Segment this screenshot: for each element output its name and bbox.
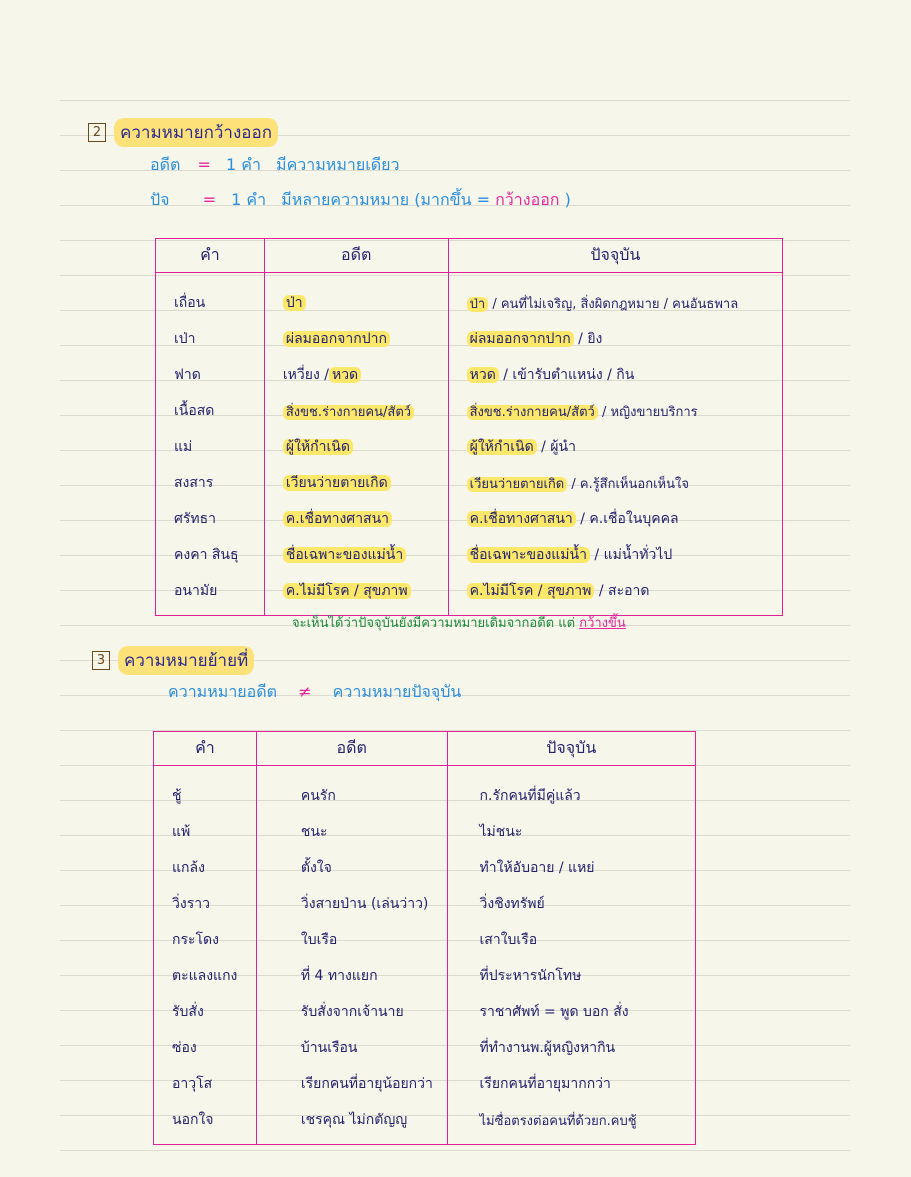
def-equals: = [202,190,217,209]
word-cell: เป่า [156,321,265,357]
present-cell [448,429,782,465]
word-cell: สงสาร [156,465,265,501]
present-cell: ทำให้อับอาย / แหย่ [447,850,695,886]
present-rest: / คนที่ไม่เจริญ, สิ่งผิดกฎหมาย / คนอันธพาล [492,296,739,312]
definition-present [150,188,571,213]
section-number-box: 2 [88,123,106,142]
present-cell: ก.รักคนที่มีคู่แล้ว [447,766,695,815]
def-count: 1 คำ [231,190,267,209]
word-cell: วิ่งราว [154,886,257,922]
past-cell [264,321,448,357]
table-row [154,814,696,850]
past-cell [264,465,448,501]
present-cell: เสาใบเรือ [447,922,695,958]
header-past: อดีต [264,239,448,273]
word-cell: ฟาด [156,357,265,393]
past-cell [264,501,448,537]
table-row [156,537,783,573]
past-plain: เหวี่ยง / [282,367,329,383]
present-rest: / ผู้นำ [541,439,576,455]
present-highlight: ผู้ให้กำเนิด [467,439,537,455]
section-title: ความหมายย้ายที่ [118,646,254,675]
table-row [154,1066,696,1102]
past-cell: เรียกคนที่อายุน้อยกว่า [256,1066,447,1102]
past-cell: บ้านเรือน [256,1030,447,1066]
header-present: ปัจจุบัน [447,732,695,766]
section-number-box: 3 [92,651,110,670]
table-row [154,1102,696,1145]
def-accent: กว้างออก [495,190,560,209]
past-highlight: หวด [329,367,361,383]
formula-right: ความหมายปัจจุบัน [332,682,462,701]
past-highlight: ผู้ให้กำเนิด [283,439,353,455]
past-cell: วิ่งสายป่าน (เล่นว่าว) [256,886,447,922]
table-row [154,922,696,958]
past-highlight: ผ่ลมออกจากปาก [283,331,390,347]
present-cell: ที่ประหารนักโทษ [447,958,695,994]
past-cell [264,357,448,393]
word-cell: ศรัทธา [156,501,265,537]
past-highlight: ชื่อเฉพาะของแม่น้ำ [283,547,406,563]
formula-line [168,680,461,705]
present-cell [448,465,782,501]
past-highlight: ค.ไม่มีโรค / สุขภาพ [283,583,411,599]
present-highlight: ชื่อเฉพาะของแม่น้ำ [467,547,590,563]
table-header-row [154,732,696,766]
not-equal-sign: ≠ [298,682,312,701]
present-cell [448,273,782,322]
past-cell [264,393,448,429]
table-row [156,573,783,616]
table-row [154,958,696,994]
def-close: ) [564,190,571,209]
present-cell: ไม่ซื่อตรงต่อคนที่ด้วยก.คบชู้ [447,1102,695,1145]
shifted-meaning-table [153,731,696,1145]
word-cell: เนื้อสด [156,393,265,429]
present-highlight: เวียนว่ายตายเกิด [467,477,568,492]
table-row [154,766,696,815]
section-3-heading [92,646,254,675]
past-cell: คนรัก [256,766,447,815]
word-cell: ชู้ [154,766,257,815]
table-row [154,886,696,922]
past-cell: ที่ 4 ทางแยก [256,958,447,994]
word-cell: แกล้ง [154,850,257,886]
section-title: ความหมายกว้างออก [114,118,278,147]
header-word: คำ [156,239,265,273]
table-header-row [156,239,783,273]
present-cell [448,501,782,537]
note-text: จะเห็นได้ว่าปัจจุบันยังมีความหมายเดิมจากอดีต แต่ [292,616,576,631]
def-label: ปัจ [150,190,170,209]
present-highlight: ผ่ลมออกจากปาก [467,331,574,347]
present-rest: / เข้ารับตำแหน่ง / กิน [503,367,635,383]
present-rest: / แม่น้ำทั่วไป [594,547,673,563]
broadened-meaning-table [155,238,783,616]
present-cell [448,321,782,357]
present-cell: ไม่ชนะ [447,814,695,850]
past-cell: เชรคุณ ไม่กตัญญู [256,1102,447,1145]
present-cell [448,393,782,429]
present-cell: เรียกคนที่อายุมากกว่า [447,1066,695,1102]
past-cell: ตั้งใจ [256,850,447,886]
word-cell: แพ้ [154,814,257,850]
past-cell: ใบเรือ [256,922,447,958]
table-row [156,357,783,393]
present-highlight: สิ่งขช.ร่างกายคน/สัตว์ [467,405,598,420]
definition-past [150,153,399,178]
past-highlight: สิ่งขช.ร่างกายคน/สัตว์ [283,405,414,420]
present-cell: ที่ทำงานพ.ผู้หญิงหากิน [447,1030,695,1066]
present-cell: วิ่งชิงทรัพย์ [447,886,695,922]
table-row [154,1030,696,1066]
present-rest: / หญิงขายบริการ [601,404,698,420]
present-cell [448,537,782,573]
word-cell: อนามัย [156,573,265,616]
word-cell: คงคา สินธุ [156,537,265,573]
past-cell [264,429,448,465]
header-word: คำ [154,732,257,766]
present-cell [448,573,782,616]
word-cell: ตะแลงแกง [154,958,257,994]
table-row [154,850,696,886]
past-cell: รับสั่งจากเจ้านาย [256,994,447,1030]
table-row [156,393,783,429]
word-cell: ซ่อง [154,1030,257,1066]
note-accent: กว้างขึ้น [579,616,626,631]
past-cell [264,573,448,616]
present-rest: / ค.เชื่อในบุคคล [580,511,679,527]
present-highlight: หวด [467,367,499,383]
table-row [156,501,783,537]
word-cell: รับสั่ง [154,994,257,1030]
past-highlight: เวียนว่ายตายเกิด [283,475,391,491]
present-rest: / ยิง [578,331,603,347]
word-cell: อาวุโส [154,1066,257,1102]
table-row [154,994,696,1030]
def-count: 1 คำ [225,155,261,174]
past-cell [264,273,448,322]
present-rest: / สะอาด [598,583,650,599]
def-desc: มีหลายความหมาย (มากขึ้น = [281,190,491,209]
table-row [156,465,783,501]
word-cell: นอกใจ [154,1102,257,1145]
word-cell: เถื่อน [156,273,265,322]
present-cell [448,357,782,393]
summary-note [292,612,626,633]
past-cell [264,537,448,573]
def-equals: = [197,155,211,174]
present-rest: / ค.รู้สึกเห็นอกเห็นใจ [571,476,689,492]
def-desc: มีความหมายเดียว [276,155,400,174]
def-label: อดีต [150,155,181,174]
table-row [156,273,783,322]
past-cell: ชนะ [256,814,447,850]
present-cell: ราชาศัพท์ = พูด บอก สั่ง [447,994,695,1030]
past-highlight: ป่า [283,295,306,311]
word-cell: กระโดง [154,922,257,958]
present-highlight: ป่า [467,297,489,312]
table-row [156,429,783,465]
word-cell: แม่ [156,429,265,465]
present-highlight: ค.เชื่อทางศาสนา [467,511,576,527]
past-highlight: ค.เชื่อทางศาสนา [283,511,392,527]
section-2-heading [88,118,278,147]
formula-left: ความหมายอดีต [168,682,278,701]
table-row [156,321,783,357]
header-present: ปัจจุบัน [448,239,782,273]
header-past: อดีต [256,732,447,766]
present-highlight: ค.ไม่มีโรค / สุขภาพ [467,583,595,599]
